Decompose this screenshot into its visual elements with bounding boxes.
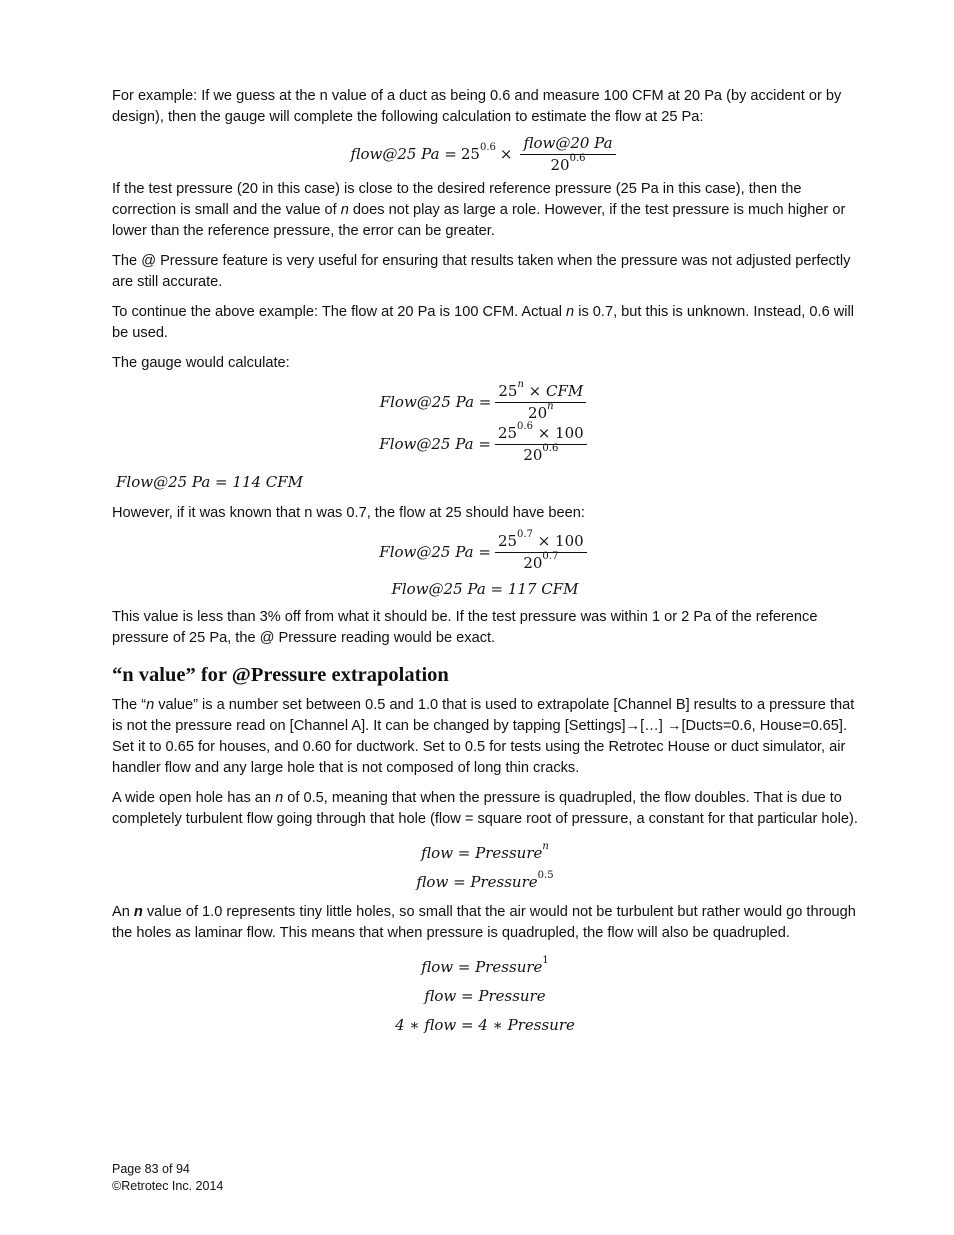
paragraph-gauge-calculate: The gauge would calculate: [112,354,290,371]
equation-flow-estimate [112,135,858,175]
paragraph-wide-open-hole: A wide open hole has an n of 0.5, meaning that when the pressure is quadrupled, the flow doubles. That is due to completely turbulent flow going through that hole (flow = square root of pressure, a constant for that particular hole). [112,790,858,827]
equation-flow-pressure-1: flow = Pressure$^1$ [421,955,549,976]
page-number: Page 83 of 94 [112,1162,190,1176]
times-symbol: × [499,145,513,164]
paragraph-example: For example: If we guess at the n value of a duct as being 0.6 and measure 100 CFM at 20 Pa (by accident or by design), then the gauge will complete the following calculation to estimate the flow at 25 Pa: [112,88,842,125]
equation-flow-equals-pressure: flow = Pressure [424,987,546,1005]
equation-result-114: Flow@25 Pa = 114 CFM [116,472,304,491]
page-footer [112,1161,223,1195]
paragraph-correction: If the test pressure (20 in this case) is close to the desired reference pressure (25 Pa in this case), then the correction is small and the value of n does not play as large a role. However, if the test pressure is much higher or lower than the reference pressure, the error can be greater. [112,180,846,239]
equation-flow-pressure-05: flow = Pressure$^{0.5}$ [416,870,554,891]
paragraph-known-n: However, if it was known that n was 0.7, the flow at 25 should have been: [112,504,585,521]
equation-flow-pressure-n: flow = Pressure$^n$ [421,841,549,862]
equation-actual-07: Flow@25 Pa = $\frac{25^{0.7} \times 100}{20^{0.7}}$ [112,533,858,573]
paragraph-laminar: An n value of 1.0 represents tiny little holes, so small that the air would not be turbulent but rather would go through the holes as laminar flow. This means that when pressure is quadrupled, the flow will also be quadrupled. [112,904,856,941]
equation-guess-06: Flow@25 Pa = $\frac{25^{0.6} \times 100}{20^{0.6}}$ [112,425,858,465]
equation-general: Flow@25 Pa = $\frac{25^n \times CFM}{20^n}$ [112,383,858,423]
equation-fraction: $\frac{\text{flow@20 Pa}}{20^{0.6}}$ [520,135,615,175]
document-body [112,86,858,1040]
copyright: ©Retrotec Inc. 2014 [112,1179,224,1193]
section-heading: “n value” for @Pressure extrapolation [112,664,449,686]
paragraph-feature: The @ Pressure feature is very useful for ensuring that results taken when the pressure was not adjusted perfectly are still accurate. [112,252,851,290]
paragraph-n-value: The “n value” is a number set between 0.5 and 1.0 that is used to extrapolate [Channel B] results to a pressure that is not the pressure read on [Channel A]. It can be changed by tapping [Settings]→[…] →[Ducts=0.6, House=0.65]. Set it to 0.65 for houses, and 0.60 for ductwork. Set to 0.5 for tests using the Retrotec House or duct simulator, air handler flow and any large hole that is not composed of long thin cracks. [112,697,855,776]
equation-lhs: flow@25 Pa = [350,145,457,164]
paragraph-continue-example: To continue the above example: The flow at 20 Pa is 100 CFM. Actual n is 0.7, but this is unknown. Instead, 0.6 will be used. [112,303,855,341]
equation-term: $25^{0.6}$ [460,142,496,164]
equation-result-117: Flow@25 Pa = 117 CFM [391,580,579,598]
paragraph-error-note: This value is less than 3% off from what it should be. If the test pressure was within 1 or 2 Pa of the reference pressure of 25 Pa, the @ Pressure reading would be exact. [112,609,818,646]
equation-four-times: 4 ∗ flow = 4 ∗ Pressure [395,1016,575,1034]
